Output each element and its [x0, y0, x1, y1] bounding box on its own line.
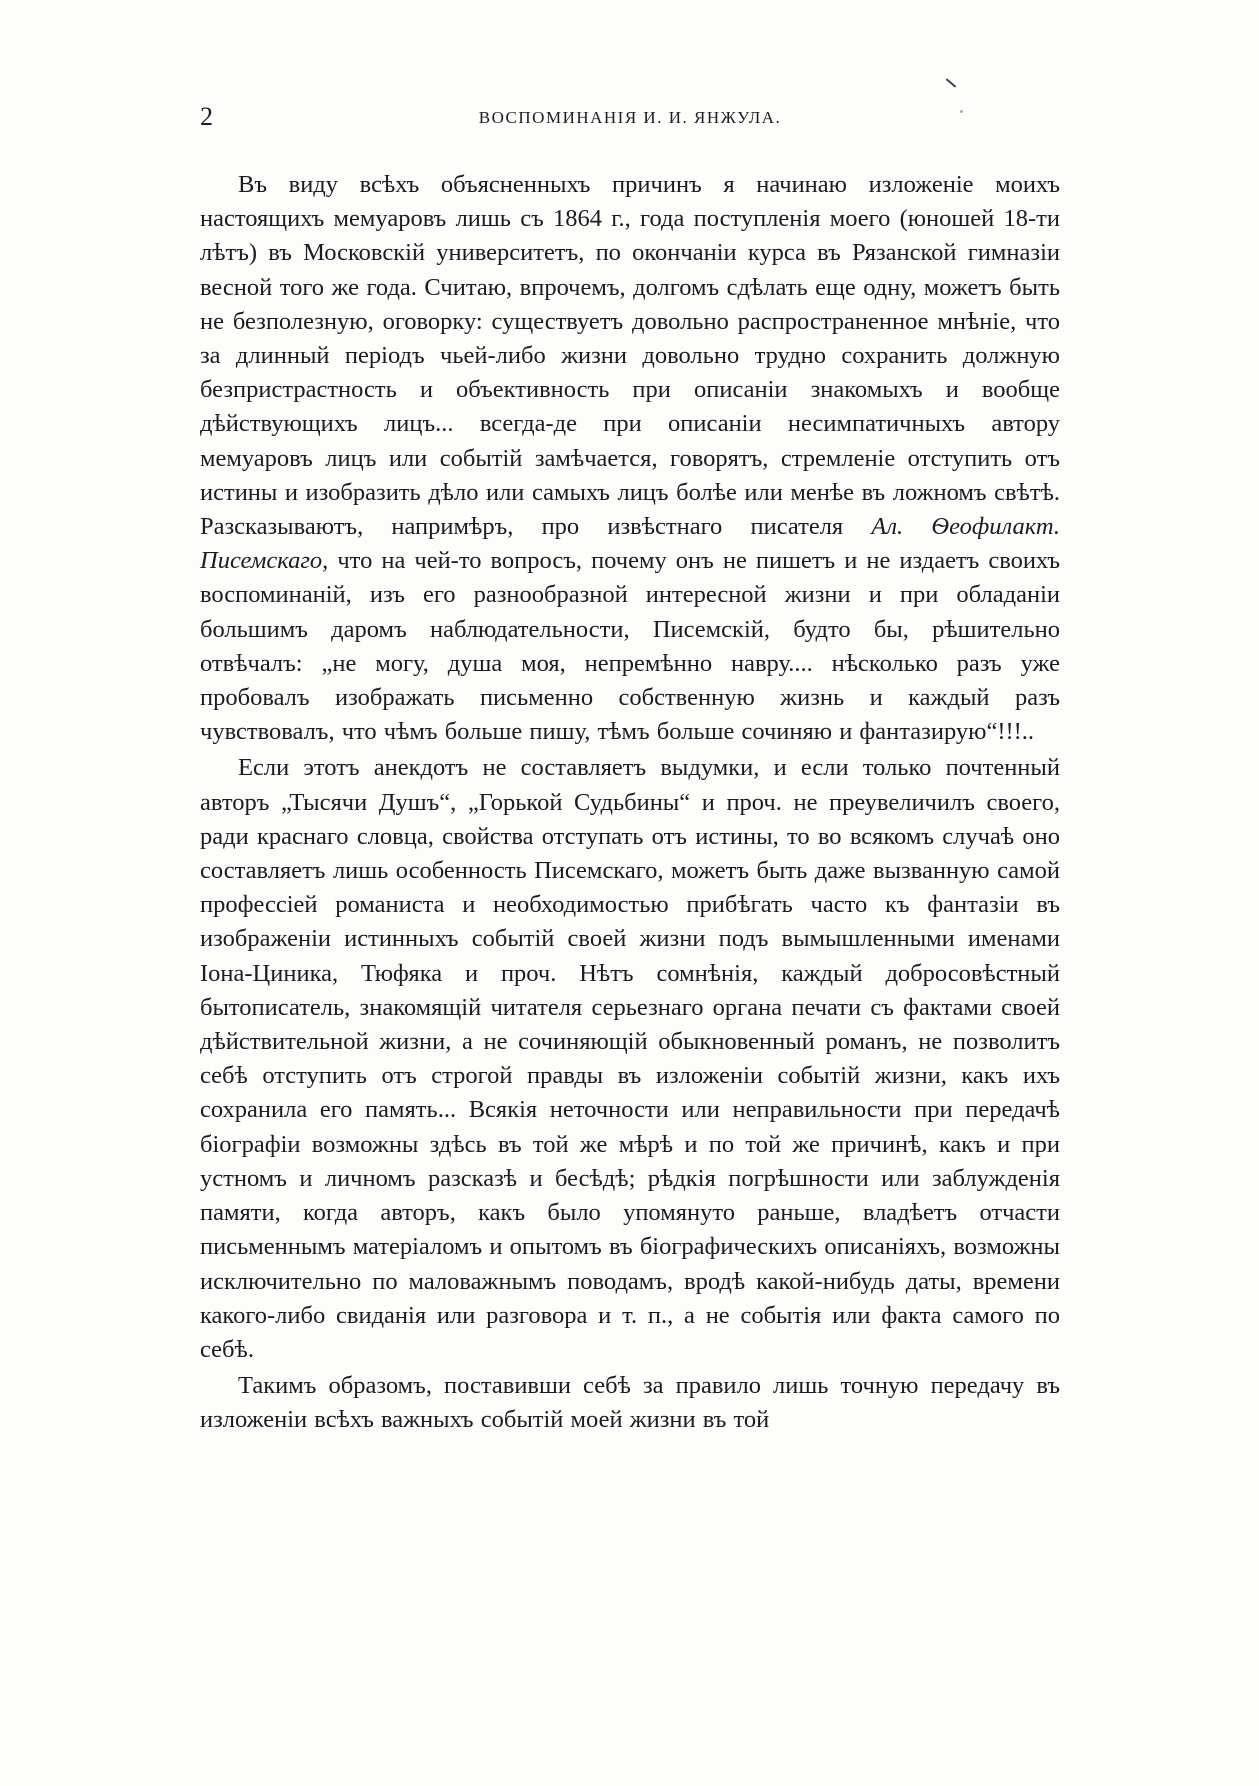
running-head: ВОСПОМИНАНІЯ И. И. ЯНЖУЛА. [478, 108, 782, 127]
paragraph-3: Такимъ образомъ, поставивши себѣ за правило лишь точную передачу въ изложеніи всѣхъ важныхъ событій моей жизни въ той [200, 1372, 1060, 1434]
scan-mark [946, 78, 956, 87]
paragraph-1 [200, 168, 1060, 749]
paragraph-1-text-before: Въ виду всѣхъ объясненныхъ причинъ я начинаю изложеніе моихъ настоящихъ мемуаровъ лишь съ 1864 г., года поступленія моего (юношей 18-ти лѣтъ) въ Московскій университетъ, по окончаніи курса въ Рязанской гимназіи весной того же года. Считаю, впрочемъ, долгомъ сдѣлать еще одну, можетъ быть не безполезную, оговорку: существуетъ довольно распространенное мнѣніе, что за длинный періодъ чьей-либо жизни довольно трудно сохранить должную безпристрастность и объективность при описаніи знакомыхъ и вообще дѣйствующихъ лицъ... всегда-де при описаніи несимпатичныхъ автору мемуаровъ лицъ или событій замѣчается, говорятъ, стремленіе отступить отъ истины и изобразить дѣло или самыхъ лицъ болѣе или менѣе въ ложномъ свѣтѣ. Разсказываютъ, напримѣръ, про извѣстнаго писателя [200, 171, 1060, 541]
page-header [200, 102, 1060, 142]
paragraph-1-text-after: что на чей-то вопросъ, почему онъ не пишетъ и не издаетъ своихъ воспоминаній, изъ его разнообразной интересной жизни и при обладаніи большимъ даромъ наблюдательности, Писемскій, будто бы, рѣшительно отвѣчалъ: „не могу, душа моя, непремѣнно навру.... нѣсколько разъ уже пробовалъ изображать письменно собственную жизнь и каждый разъ чувствовалъ, что чѣмъ больше пишу, тѣмъ больше сочиняю и фантазирую“!!!.. [200, 547, 1060, 746]
paragraph-2: Если этотъ анекдотъ не составляетъ выдумки, и если только почтенный авторъ „Тысячи Душъ“, „Горькой Судьбины“ и проч. не преувеличилъ своего, ради краснаго словца, свойства отступать отъ истины, то во всякомъ случаѣ оно составляетъ лишь особенность Писемскаго, можетъ быть даже вызванную самой профессіей романиста и необходимостью прибѣгать часто къ фантазіи въ изображеніи истинныхъ событій своей жизни подъ вымышленными именами Іона-Циника, Тюфяка и проч. Нѣтъ сомнѣнія, каждый добросовѣстный бытописатель, знакомящій читателя серьезнаго органа печати съ фактами своей дѣйствительной жизни, а не сочиняющій обыкновенный романъ, не позволитъ себѣ отступить отъ строгой правды въ изложеніи событій жизни, какъ ихъ сохранила его память... Всякія неточности или неправильности при передачѣ біографіи возможны здѣсь въ той же мѣрѣ и по той же причинѣ, какъ и при устномъ и личномъ разсказѣ и бесѣдѣ; рѣдкія погрѣшности или заблужденія памяти, когда авторъ, какъ было упомянуто раньше, владѣетъ отчасти письменнымъ матеріаломъ и опытомъ въ біографическихъ описаніяхъ, возможны исключительно по маловажнымъ поводамъ, вродѣ какой-нибудь даты, времени какого-либо свиданія или разговора и т. п., а не событія или факта самого по себѣ. [200, 754, 1060, 1363]
page-number: 2 [200, 102, 213, 131]
body-text [200, 168, 1060, 1438]
paragraph-1-emphasis: Ал. Ѳеофилакт. Писемскаго, [200, 513, 1060, 575]
